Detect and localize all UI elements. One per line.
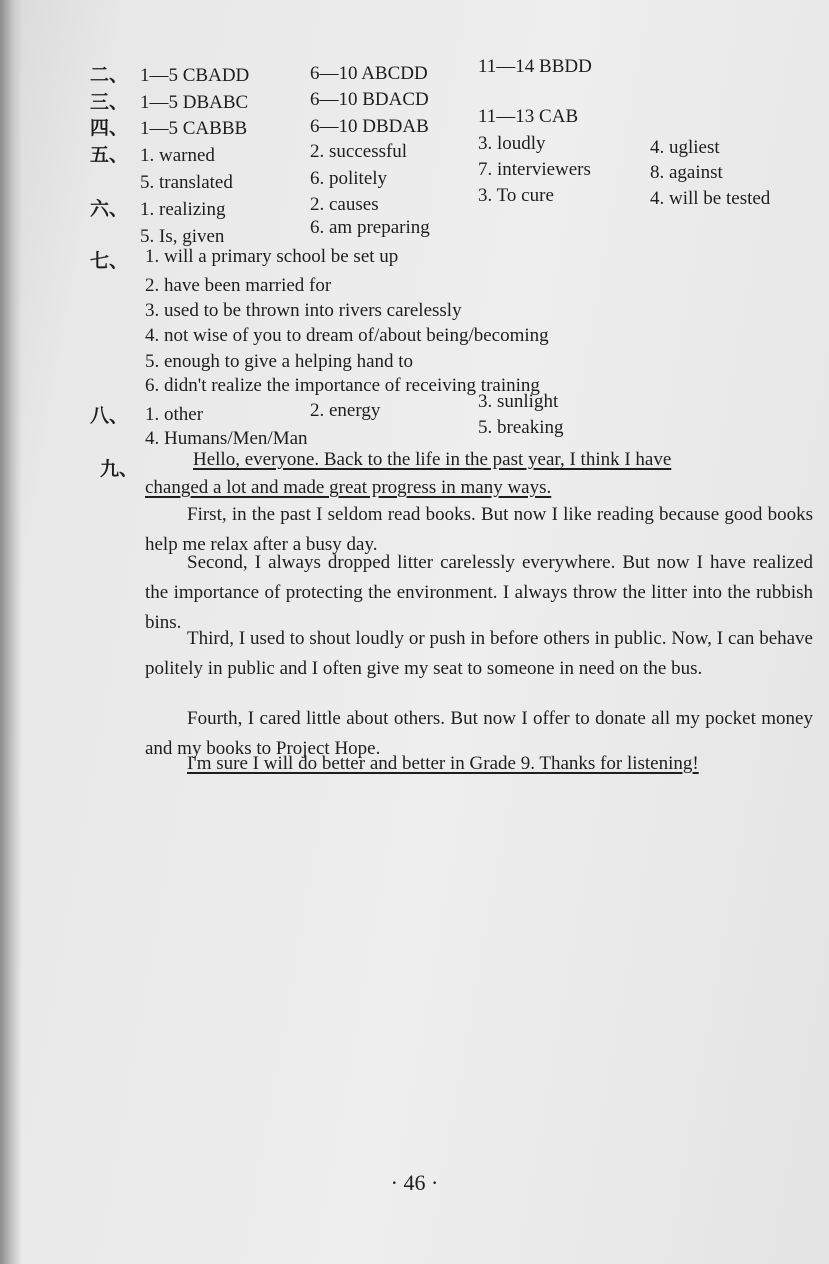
section-2-answers-2: 6—10 ABCDD — [310, 63, 428, 84]
section-6-item: 3. To cure — [478, 185, 554, 206]
essay-paragraph-fourth: Fourth, I cared little about others. But now I offer to donate all my pocket money and my books to Project Hope. — [145, 708, 813, 759]
section-6-item: 1. realizing — [140, 199, 226, 220]
essay-opening-line-1: Hello, everyone. Back to the life in the past year, I think I have — [193, 449, 672, 470]
section-7-item: 5. enough to give a helping hand to — [145, 351, 414, 372]
section-7-item: 6. didn't realize the importance of receiving training — [145, 375, 540, 396]
page-number: · 46 · — [390, 1170, 439, 1195]
section-3-label: 三、 — [90, 92, 129, 113]
section-5-label: 五、 — [90, 145, 129, 166]
section-6-item: 2. causes — [310, 194, 379, 215]
section-7-item: 2. have been married for — [145, 275, 332, 296]
essay-closing: I'm sure I will do better and better in Grade 9. Thanks for listening! — [187, 753, 699, 774]
section-5-item: 5. translated — [140, 172, 233, 193]
section-8-label: 八、 — [90, 406, 129, 427]
essay-paragraph-third: Third, I used to shout loudly or push in before others in public. Now, I can behave politely in public and I often give my seat to someone in need on the bus. — [145, 628, 813, 679]
essay-paragraph-first: First, in the past I seldom read books. But now I like reading because good books help me relax after a busy day. — [145, 504, 813, 555]
section-6-item: 5. Is, given — [140, 226, 225, 247]
section-5-item: 4. ugliest — [650, 137, 720, 158]
section-5-item: 2. successful — [310, 141, 408, 162]
section-4-answers-3: 11—13 CAB — [478, 106, 579, 127]
section-7-item: 1. will a primary school be set up — [145, 246, 399, 267]
section-8-item: 1. other — [145, 404, 204, 425]
section-8-item: 5. breaking — [478, 417, 564, 438]
section-8-item: 2. energy — [310, 400, 381, 421]
section-7-label: 七、 — [90, 251, 129, 272]
section-4-label: 四、 — [90, 118, 129, 139]
section-8-item: 3. sunlight — [478, 391, 559, 412]
section-6-item: 6. am preparing — [310, 217, 430, 238]
section-5-item: 7. interviewers — [478, 159, 591, 180]
section-5-item: 8. against — [650, 162, 723, 183]
section-5-item: 1. warned — [140, 145, 215, 166]
section-3-answers-2: 6—10 BDACD — [310, 89, 429, 110]
section-8-item: 4. Humans/Men/Man — [145, 428, 308, 449]
section-9-label: 九、 — [100, 459, 139, 480]
section-5-item: 6. politely — [310, 168, 388, 189]
section-5-item: 3. loudly — [478, 133, 546, 154]
essay-paragraph-second: Second, I always dropped litter carelessly everywhere. But now I have realized the importance of protecting the environment. I always throw the litter into the rubbish bins. — [145, 552, 813, 633]
essay-opening-line-2: changed a lot and made great progress in many ways. — [145, 477, 552, 498]
section-6-item: 4. will be tested — [650, 188, 771, 209]
section-4-answers-2: 6—10 DBDAB — [310, 116, 429, 137]
section-7-item: 4. not wise of you to dream of/about being/becoming — [145, 325, 549, 346]
section-7-item: 3. used to be thrown into rivers carelessly — [145, 300, 462, 321]
section-3-answers-1: 1—5 DBABC — [140, 92, 249, 113]
section-6-label: 六、 — [90, 199, 129, 220]
section-2-answers-1: 1—5 CBADD — [140, 65, 250, 86]
section-2-label: 二、 — [90, 65, 129, 86]
section-4-answers-1: 1—5 CABBB — [140, 118, 248, 139]
section-2-answers-3: 11—14 BBDD — [478, 56, 592, 77]
